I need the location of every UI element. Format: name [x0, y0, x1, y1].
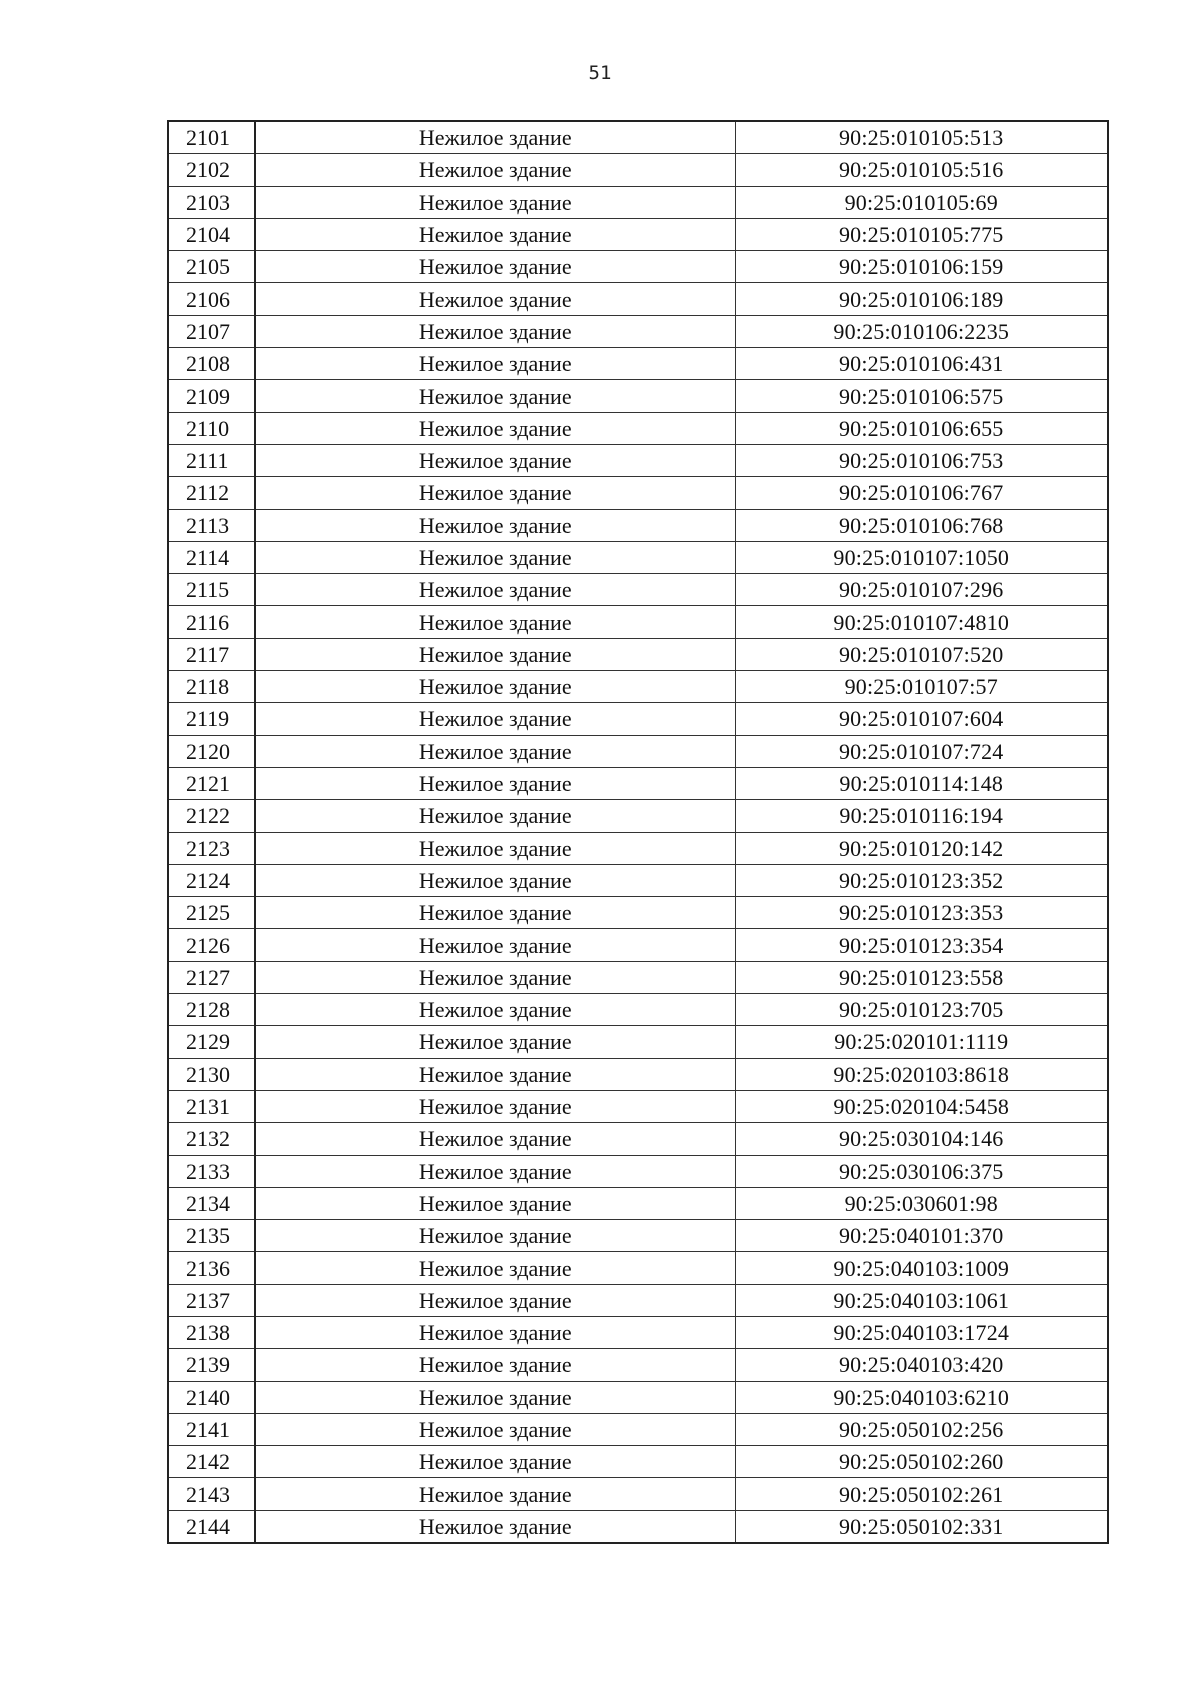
cadastral-number: 90:25:010123:558: [735, 961, 1108, 993]
table-row: [168, 1316, 1108, 1348]
table-row: [168, 477, 1108, 509]
row-number: 2135: [168, 1220, 255, 1252]
object-name: Нежилое здание: [255, 671, 735, 703]
object-name: Нежилое здание: [255, 864, 735, 896]
table-row: [168, 800, 1108, 832]
row-number: 2111: [168, 444, 255, 476]
object-name: Нежилое здание: [255, 800, 735, 832]
table-row: [168, 832, 1108, 864]
table-row: [168, 509, 1108, 541]
table-row: [168, 121, 1108, 154]
object-name: Нежилое здание: [255, 509, 735, 541]
cadastral-number: 90:25:040103:1061: [735, 1284, 1108, 1316]
row-number: 2126: [168, 929, 255, 961]
row-number: 2122: [168, 800, 255, 832]
table-row: [168, 541, 1108, 573]
object-name: Нежилое здание: [255, 121, 735, 154]
row-number: 2104: [168, 218, 255, 250]
object-name: Нежилое здание: [255, 1058, 735, 1090]
table-row: [168, 218, 1108, 250]
cadastral-number: 90:25:050102:331: [735, 1510, 1108, 1543]
object-name: Нежилое здание: [255, 1187, 735, 1219]
cadastral-number: 90:25:020104:5458: [735, 1090, 1108, 1122]
row-number: 2131: [168, 1090, 255, 1122]
object-name: Нежилое здание: [255, 961, 735, 993]
cadastral-number: 90:25:010105:69: [735, 186, 1108, 218]
cadastral-number: 90:25:010116:194: [735, 800, 1108, 832]
table-row: [168, 186, 1108, 218]
object-name: Нежилое здание: [255, 897, 735, 929]
cadastral-number: 90:25:050102:260: [735, 1446, 1108, 1478]
object-name: Нежилое здание: [255, 218, 735, 250]
table-row: [168, 1413, 1108, 1445]
table-row: [168, 1478, 1108, 1510]
cadastral-number: 90:25:010107:1050: [735, 541, 1108, 573]
table-row: [168, 897, 1108, 929]
table-row: [168, 1381, 1108, 1413]
table-row: [168, 1446, 1108, 1478]
cadastral-number: 90:25:050102:261: [735, 1478, 1108, 1510]
table-row: [168, 767, 1108, 799]
table-row: [168, 444, 1108, 476]
row-number: 2114: [168, 541, 255, 573]
table-row: [168, 1187, 1108, 1219]
row-number: 2143: [168, 1478, 255, 1510]
cadastral-number: 90:25:010123:354: [735, 929, 1108, 961]
object-name: Нежилое здание: [255, 348, 735, 380]
table-row: [168, 994, 1108, 1026]
object-name: Нежилое здание: [255, 638, 735, 670]
cadastral-number: 90:25:050102:256: [735, 1413, 1108, 1445]
table-row: [168, 348, 1108, 380]
row-number: 2124: [168, 864, 255, 896]
row-number: 2107: [168, 315, 255, 347]
table-row: [168, 864, 1108, 896]
table-row: [168, 735, 1108, 767]
cadastral-number: 90:25:040103:6210: [735, 1381, 1108, 1413]
cadastral-number: 90:25:030601:98: [735, 1187, 1108, 1219]
object-name: Нежилое здание: [255, 1316, 735, 1348]
row-number: 2133: [168, 1155, 255, 1187]
cadastral-number: 90:25:010123:353: [735, 897, 1108, 929]
object-name: Нежилое здание: [255, 1446, 735, 1478]
row-number: 2109: [168, 380, 255, 412]
row-number: 2117: [168, 638, 255, 670]
object-name: Нежилое здание: [255, 1413, 735, 1445]
cadastral-number: 90:25:010106:189: [735, 283, 1108, 315]
row-number: 2103: [168, 186, 255, 218]
cadastral-number: 90:25:010106:159: [735, 251, 1108, 283]
row-number: 2128: [168, 994, 255, 1026]
object-name: Нежилое здание: [255, 1026, 735, 1058]
object-name: Нежилое здание: [255, 929, 735, 961]
row-number: 2115: [168, 574, 255, 606]
table-row: [168, 412, 1108, 444]
cadastral-number: 90:25:010105:775: [735, 218, 1108, 250]
table-row: [168, 929, 1108, 961]
table-row: [168, 283, 1108, 315]
table-row: [168, 315, 1108, 347]
cadastral-number: 90:25:010106:575: [735, 380, 1108, 412]
registry-table: [167, 120, 1109, 1544]
row-number: 2138: [168, 1316, 255, 1348]
object-name: Нежилое здание: [255, 315, 735, 347]
table-row: [168, 638, 1108, 670]
object-name: Нежилое здание: [255, 1349, 735, 1381]
table-row: [168, 961, 1108, 993]
table-row: [168, 251, 1108, 283]
row-number: 2118: [168, 671, 255, 703]
table-row: [168, 1090, 1108, 1122]
row-number: 2130: [168, 1058, 255, 1090]
cadastral-number: 90:25:010106:431: [735, 348, 1108, 380]
object-name: Нежилое здание: [255, 1155, 735, 1187]
object-name: Нежилое здание: [255, 1123, 735, 1155]
cadastral-number: 90:25:030106:375: [735, 1155, 1108, 1187]
table-row: [168, 1155, 1108, 1187]
table-row: [168, 1510, 1108, 1543]
table-row: [168, 1252, 1108, 1284]
object-name: Нежилое здание: [255, 1220, 735, 1252]
row-number: 2136: [168, 1252, 255, 1284]
row-number: 2141: [168, 1413, 255, 1445]
row-number: 2127: [168, 961, 255, 993]
object-name: Нежилое здание: [255, 541, 735, 573]
cadastral-number: 90:25:020103:8618: [735, 1058, 1108, 1090]
cadastral-number: 90:25:040103:1009: [735, 1252, 1108, 1284]
row-number: 2121: [168, 767, 255, 799]
cadastral-number: 90:25:010106:753: [735, 444, 1108, 476]
object-name: Нежилое здание: [255, 1090, 735, 1122]
object-name: Нежилое здание: [255, 283, 735, 315]
cadastral-number: 90:25:010106:2235: [735, 315, 1108, 347]
table-row: [168, 1123, 1108, 1155]
row-number: 2119: [168, 703, 255, 735]
object-name: Нежилое здание: [255, 1284, 735, 1316]
cadastral-number: 90:25:010107:520: [735, 638, 1108, 670]
cadastral-number: 90:25:010105:513: [735, 121, 1108, 154]
object-name: Нежилое здание: [255, 154, 735, 186]
table-row: [168, 703, 1108, 735]
cadastral-number: 90:25:010105:516: [735, 154, 1108, 186]
cadastral-number: 90:25:040103:1724: [735, 1316, 1108, 1348]
object-name: Нежилое здание: [255, 1252, 735, 1284]
table-row: [168, 606, 1108, 638]
cadastral-number: 90:25:010120:142: [735, 832, 1108, 864]
page-number: 51: [588, 62, 612, 84]
table-row: [168, 1220, 1108, 1252]
row-number: 2102: [168, 154, 255, 186]
object-name: Нежилое здание: [255, 735, 735, 767]
row-number: 2112: [168, 477, 255, 509]
table-row: [168, 671, 1108, 703]
cadastral-number: 90:25:010107:724: [735, 735, 1108, 767]
object-name: Нежилое здание: [255, 703, 735, 735]
object-name: Нежилое здание: [255, 444, 735, 476]
row-number: 2144: [168, 1510, 255, 1543]
object-name: Нежилое здание: [255, 994, 735, 1026]
row-number: 2134: [168, 1187, 255, 1219]
cadastral-number: 90:25:040103:420: [735, 1349, 1108, 1381]
row-number: 2139: [168, 1349, 255, 1381]
row-number: 2106: [168, 283, 255, 315]
table-row: [168, 380, 1108, 412]
object-name: Нежилое здание: [255, 767, 735, 799]
row-number: 2137: [168, 1284, 255, 1316]
table-row: [168, 1284, 1108, 1316]
table-row: [168, 574, 1108, 606]
cadastral-number: 90:25:020101:1119: [735, 1026, 1108, 1058]
row-number: 2140: [168, 1381, 255, 1413]
row-number: 2132: [168, 1123, 255, 1155]
object-name: Нежилое здание: [255, 574, 735, 606]
cadastral-number: 90:25:010123:352: [735, 864, 1108, 896]
row-number: 2125: [168, 897, 255, 929]
table-row: [168, 1026, 1108, 1058]
row-number: 2123: [168, 832, 255, 864]
cadastral-number: 90:25:010123:705: [735, 994, 1108, 1026]
row-number: 2110: [168, 412, 255, 444]
cadastral-number: 90:25:010107:4810: [735, 606, 1108, 638]
row-number: 2116: [168, 606, 255, 638]
object-name: Нежилое здание: [255, 477, 735, 509]
table-row: [168, 1349, 1108, 1381]
object-name: Нежилое здание: [255, 251, 735, 283]
object-name: Нежилое здание: [255, 1510, 735, 1543]
table-row: [168, 1058, 1108, 1090]
table-body: [168, 121, 1108, 1543]
object-name: Нежилое здание: [255, 380, 735, 412]
row-number: 2113: [168, 509, 255, 541]
cadastral-number: 90:25:010107:604: [735, 703, 1108, 735]
object-name: Нежилое здание: [255, 186, 735, 218]
row-number: 2101: [168, 121, 255, 154]
row-number: 2108: [168, 348, 255, 380]
row-number: 2142: [168, 1446, 255, 1478]
cadastral-number: 90:25:010107:296: [735, 574, 1108, 606]
object-name: Нежилое здание: [255, 606, 735, 638]
cadastral-number: 90:25:010114:148: [735, 767, 1108, 799]
row-number: 2129: [168, 1026, 255, 1058]
object-name: Нежилое здание: [255, 1381, 735, 1413]
table-row: [168, 154, 1108, 186]
cadastral-number: 90:25:010106:767: [735, 477, 1108, 509]
object-name: Нежилое здание: [255, 412, 735, 444]
cadastral-number: 90:25:010107:57: [735, 671, 1108, 703]
object-name: Нежилое здание: [255, 1478, 735, 1510]
row-number: 2120: [168, 735, 255, 767]
cadastral-number: 90:25:010106:768: [735, 509, 1108, 541]
cadastral-number: 90:25:040101:370: [735, 1220, 1108, 1252]
object-name: Нежилое здание: [255, 832, 735, 864]
cadastral-number: 90:25:030104:146: [735, 1123, 1108, 1155]
cadastral-number: 90:25:010106:655: [735, 412, 1108, 444]
row-number: 2105: [168, 251, 255, 283]
